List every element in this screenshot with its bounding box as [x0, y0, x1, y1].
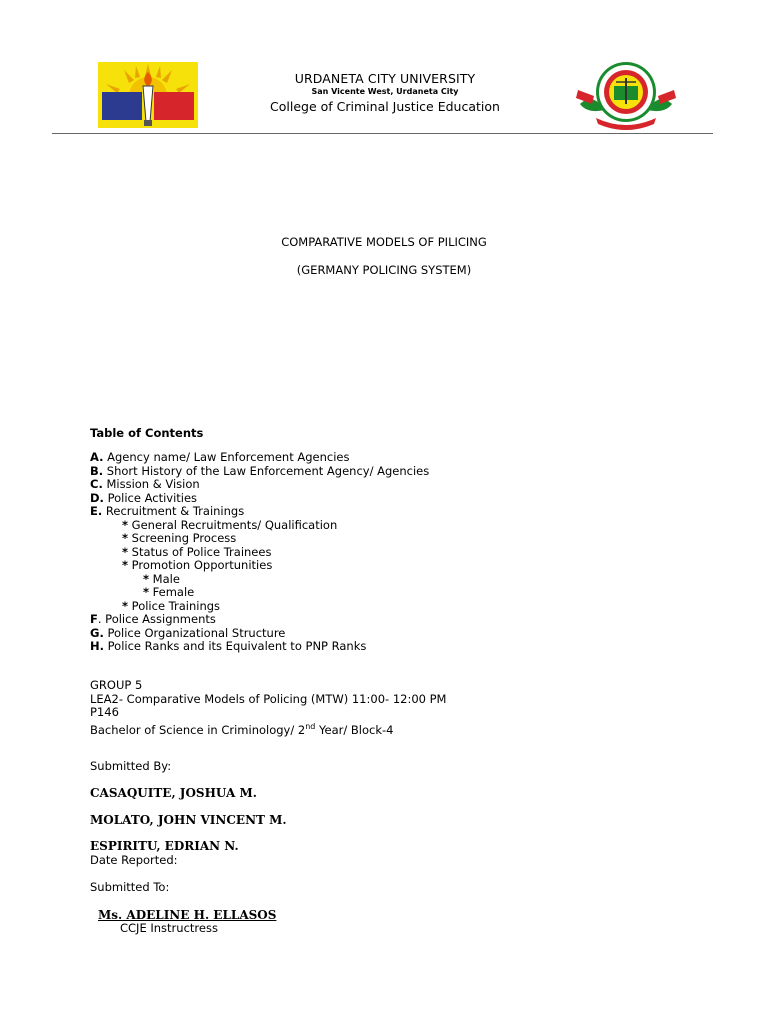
college-name: College of Criminal Justice Education [270, 99, 500, 114]
document-subtitle: (GERMANY POLICING SYSTEM) [296, 263, 472, 277]
toc-heading: Table of Contents [90, 426, 204, 440]
toc-subitem: * Promotion Opportunities [122, 558, 273, 572]
toc-item-b: B. Short History of the Law Enforcement Agency/ Agencies [90, 463, 430, 478]
toc-item-d: D. Police Activities [90, 490, 198, 505]
toc-item-c: C. Mission & Vision [90, 477, 200, 491]
toc-subsubitem: * Male [143, 571, 180, 586]
ccje-seal-icon [574, 60, 678, 130]
college-logo [574, 60, 678, 130]
program-line: Bachelor of Science in Criminology/ 2nd Year/ Block-4 [90, 721, 394, 737]
author-name: MOLATO, JOHN VINCENT M. [90, 813, 287, 827]
toc-item-f: F. Police Assignments [90, 612, 216, 626]
toc-item-e: E. Recruitment & Trainings [90, 504, 245, 518]
submitted-to-label: Submitted To: [90, 880, 170, 894]
toc-item-a: A. Agency name/ Law Enforcement Agencies [90, 450, 350, 464]
submitted-by-label: Submitted By: [90, 759, 172, 773]
toc-subitem: * Status of Police Trainees [122, 544, 272, 559]
group-name: GROUP 5 [90, 678, 143, 692]
date-reported-label: Date Reported: [90, 853, 178, 867]
group-info [90, 679, 446, 737]
instructor-name: Ms. ADELINE H. ELLASOS [98, 908, 277, 922]
university-address: San Vicente West, Urdaneta City [311, 87, 459, 96]
toc-item-g: G. Police Organizational Structure [90, 625, 286, 640]
toc-subsubitem: * Female [143, 585, 195, 599]
room-line: P146 [90, 705, 119, 719]
toc-subitem: * Screening Process [122, 531, 237, 545]
toc-subitem: * General Recruitments/ Qualification [122, 517, 338, 532]
toc-list [90, 451, 429, 654]
university-name: URDANETA CITY UNIVERSITY [294, 71, 476, 86]
document-title: COMPARATIVE MODELS OF PILICING [281, 235, 487, 249]
toc-subitem: * Police Trainings [122, 598, 221, 613]
toc-item-h: H. Police Ranks and its Equivalent to PNP Ranks [90, 639, 367, 653]
course-line: LEA2- Comparative Models of Policing (MTW) 11:00- 12:00 PM [90, 691, 447, 706]
header-divider [52, 133, 713, 134]
instructor-title: CCJE Instructress [120, 921, 218, 935]
author-name: ESPIRITU, EDRIAN N. [90, 839, 239, 853]
author-name: CASAQUITE, JOSHUA M. [90, 786, 257, 800]
